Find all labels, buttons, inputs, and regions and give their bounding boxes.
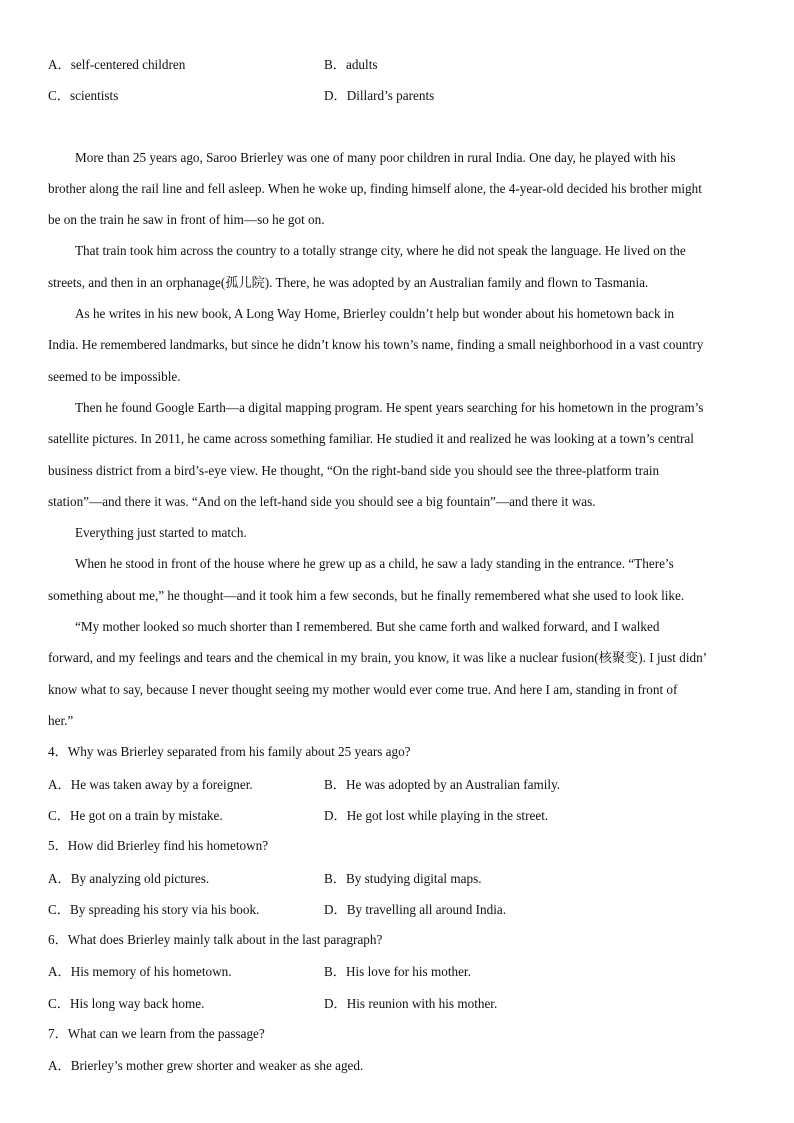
option-b: B．adults [324, 57, 378, 73]
option-a: A．self-centered children [48, 57, 186, 73]
answer-option[interactable]: A．Brierley’s mother grew shorter and weaker as she aged. [48, 1058, 364, 1074]
question-stem: 6．What does Brierley mainly talk about in the last paragraph? [48, 932, 383, 948]
question-block [48, 924, 748, 1018]
answer-option[interactable]: A．His memory of his hometown. [48, 964, 232, 980]
option-row [48, 1049, 748, 1080]
passage-line: forward, and my feelings and tears and the chemical in my brain, you know, it was like a nuclear fusion(核聚变). I just didn’ [48, 650, 708, 666]
previous-question-options [48, 48, 748, 111]
passage-line: That train took him across the country to a totally strange city, where he did not speak the language. He lived on the [75, 243, 686, 259]
passage-line: streets, and then in an orphanage(孤儿院). There, he was adopted by an Australian family and flown to Tasmania. [48, 274, 649, 290]
passage-line: be on the train he saw in front of him—so he got on. [48, 212, 325, 228]
passage-line: know what to say, because I never thought seeing my mother would ever come true. And here I am, standing in front of [48, 681, 678, 697]
answer-option[interactable]: D．He got lost while playing in the street. [324, 807, 549, 823]
passage-line: brother along the rail line and fell asleep. When he woke up, finding himself alone, the 4-year-old decided his brother might [48, 180, 702, 196]
passage-line: something about me,” he thought—and it took him a few seconds, but he finally remembered what she used to look like. [48, 587, 685, 603]
option-row [48, 48, 748, 79]
question-block [48, 1018, 748, 1081]
reading-passage [48, 142, 748, 737]
question-stem: 4．Why was Brierley separated from his family about 25 years ago? [48, 744, 411, 760]
passage-line: her.” [48, 712, 74, 728]
option-row [48, 861, 748, 892]
question-stem: 7．What can we learn from the passage? [48, 1025, 265, 1041]
section-gap [48, 111, 748, 142]
option-row [48, 955, 748, 986]
answer-option[interactable]: D．His reunion with his mother. [324, 995, 498, 1011]
passage-line: As he writes in his new book, A Long Way Home, Brierley couldn’t help but wonder about his hometown back in [75, 306, 675, 322]
passage-line: Then he found Google Earth—a digital mapping program. He spent years searching for his hometown in the program’s [75, 399, 704, 415]
question-block [48, 830, 748, 924]
option-d: D．Dillard’s parents [324, 88, 435, 104]
answer-option[interactable]: B．By studying digital maps. [324, 870, 482, 886]
question-block [48, 736, 748, 830]
answer-option[interactable]: D．By travelling all around India. [324, 901, 507, 917]
answer-option[interactable]: C．He got on a train by mistake. [48, 807, 223, 823]
answer-option[interactable]: B．His love for his mother. [324, 964, 471, 980]
option-row [48, 987, 748, 1018]
answer-option[interactable]: A．By analyzing old pictures. [48, 870, 210, 886]
passage-line: satellite pictures. In 2011, he came across something familiar. He studied it and realized he was looking at a town’s central [48, 431, 694, 447]
passage-line: When he stood in front of the house where he grew up as a child, he saw a lady standing in the entrance. “There’s [75, 556, 674, 572]
answer-option[interactable]: A．He was taken away by a foreigner. [48, 776, 253, 792]
passage-line: Everything just started to match. [75, 525, 247, 541]
option-row [48, 893, 748, 924]
answer-option[interactable]: B．He was adopted by an Australian family. [324, 776, 561, 792]
option-row [48, 768, 748, 799]
passage-line: station”—and there it was. “And on the left-hand side you should see a big fountain”—and there it was. [48, 493, 596, 509]
option-row [48, 799, 748, 830]
passage-line: business district from a bird’s-eye view. He thought, “On the right-band side you should see the three-platform train [48, 462, 660, 478]
option-row [48, 79, 748, 110]
passage-line: “My mother looked so much shorter than I remembered. But she came forth and walked forward, and I walked [75, 619, 660, 635]
passage-line: India. He remembered landmarks, but since he didn’t know his town’s name, finding a small neighborhood in a vast country [48, 337, 704, 353]
passage-line: seemed to be impossible. [48, 368, 181, 384]
option-c: C．scientists [48, 88, 119, 104]
question-list [48, 736, 748, 1080]
answer-option[interactable]: C．By spreading his story via his book. [48, 901, 260, 917]
answer-option[interactable]: C．His long way back home. [48, 995, 205, 1011]
document-page [48, 48, 748, 1081]
passage-line: More than 25 years ago, Saroo Brierley was one of many poor children in rural India. One day, he played with his [75, 149, 676, 165]
question-stem: 5．How did Brierley find his hometown? [48, 838, 269, 854]
